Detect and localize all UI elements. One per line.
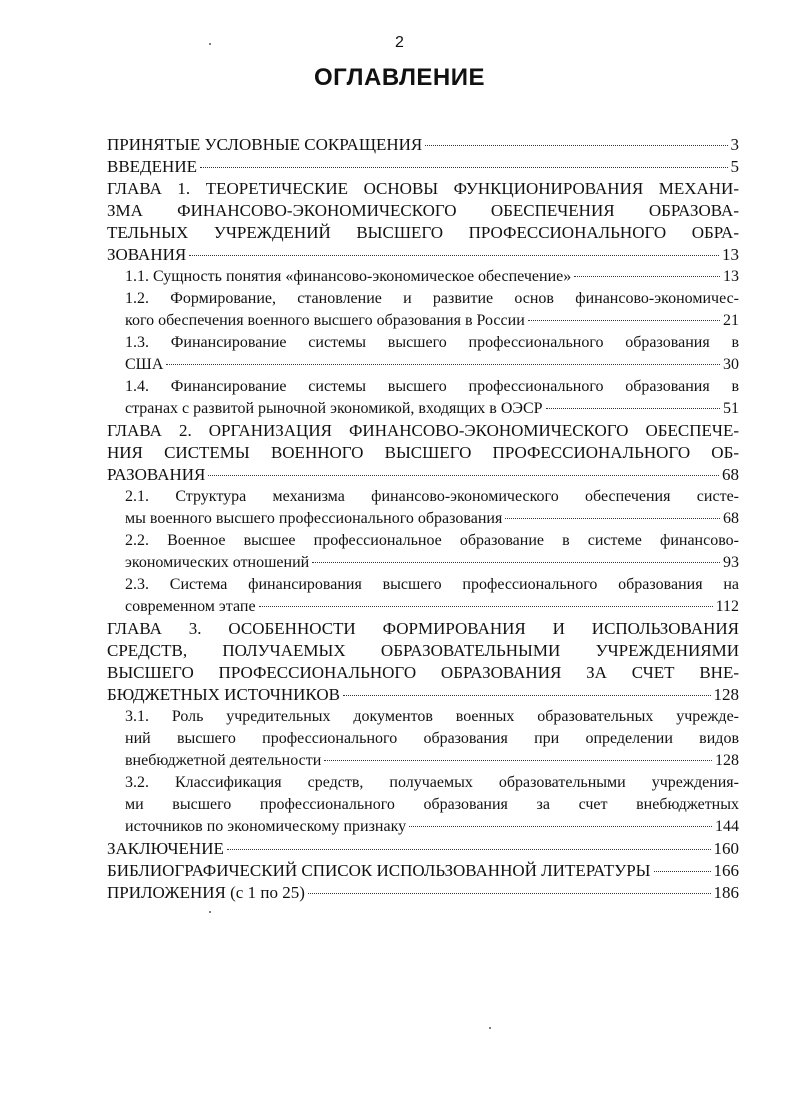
toc-entry-title: современном этапе <box>125 598 256 615</box>
toc-entry-abbreviations[interactable] <box>107 134 739 156</box>
toc-entry-title: ВВЕДЕНИЕ <box>107 157 197 176</box>
toc-entry-text-line: ГЛАВА 3. ОСОБЕННОСТИ ФОРМИРОВАНИЯ И ИСПОЛЬЗОВАНИЯ <box>107 619 739 638</box>
dot-leader <box>425 145 727 146</box>
toc-entry-title: ЗАКЛЮЧЕНИЕ <box>107 839 224 858</box>
toc-entry-text-line: СРЕДСТВ, ПОЛУЧАЕМЫХ ОБРАЗОВАТЕЛЬНЫМИ УЧРЕЖДЕНИЯМИ <box>107 641 739 660</box>
toc-entry-text-line: ЗМА ФИНАНСОВО-ЭКОНОМИЧЕСКОГО ОБЕСПЕЧЕНИЯ ОБРАЗОВА- <box>107 201 739 220</box>
toc-entry-appendices[interactable] <box>107 882 739 904</box>
toc-entry-section-1-3[interactable] <box>107 332 739 376</box>
toc-entry-bibliography[interactable] <box>107 860 739 882</box>
toc-entry-conclusion[interactable] <box>107 838 739 860</box>
toc-page-number: 68 <box>722 465 739 484</box>
toc-entry-text-line: 2.2. Военное высшее профессиональное образование в системе финансово- <box>125 532 739 549</box>
toc-entry-title: 1.1. Сущность понятия «финансово-экономическое обеспечение» <box>125 268 572 285</box>
toc-entry-title: БИБЛИОГРАФИЧЕСКИЙ СПИСОК ИСПОЛЬЗОВАННОЙ ЛИТЕРАТУРЫ <box>107 861 651 880</box>
scan-speck <box>209 911 211 913</box>
toc-entry-text-line: 3.2. Классификация средств, получаемых образовательными учреждения- <box>125 774 739 791</box>
toc-entry-section-1-2[interactable] <box>107 288 739 332</box>
toc-entry-section-3-2[interactable] <box>107 772 739 838</box>
toc-page-number: 5 <box>730 157 739 176</box>
toc-entry-chapter-3[interactable] <box>107 618 739 706</box>
toc-entry-title: США <box>125 356 164 373</box>
toc-entry-chapter-1[interactable] <box>107 178 739 266</box>
dot-leader <box>200 167 728 168</box>
toc-page-number: 21 <box>723 312 739 329</box>
toc-page-number: 30 <box>723 356 739 373</box>
toc-page-number: 3 <box>730 135 739 154</box>
toc-entry-title: странах с развитой рыночной экономикой, входящих в ОЭСР <box>125 400 543 417</box>
dot-leader <box>409 826 712 827</box>
toc-entry-title: источников по экономическому признаку <box>125 818 407 835</box>
scan-speck <box>209 43 211 45</box>
toc-entry-section-3-1[interactable] <box>107 706 739 772</box>
dot-leader <box>189 255 719 256</box>
toc-entry-text-line: ми высшего профессионального образования за счет внебюджетных <box>125 796 739 813</box>
toc-entry-text-line: ГЛАВА 1. ТЕОРЕТИЧЕСКИЕ ОСНОВЫ ФУНКЦИОНИРОВАНИЯ МЕХАНИ- <box>107 179 739 198</box>
toc-page-number: 13 <box>723 268 739 285</box>
toc-entry-text-line: 1.4. Финансирование системы высшего профессионального образования в <box>125 378 739 395</box>
toc-entry-text-line: 1.3. Финансирование системы высшего профессионального образования в <box>125 334 739 351</box>
table-of-contents <box>107 134 739 904</box>
toc-entry-text-line: ний высшего профессионального образования при определении видов <box>125 730 739 747</box>
toc-entry-text-line: 2.3. Система финансирования высшего профессионального образования на <box>125 576 739 593</box>
toc-page-number: 51 <box>723 400 739 417</box>
toc-entry-section-2-2[interactable] <box>107 530 739 574</box>
dot-leader <box>574 276 720 277</box>
toc-page-number: 93 <box>723 554 739 571</box>
dot-leader <box>259 606 713 607</box>
toc-entry-text-line: ГЛАВА 2. ОРГАНИЗАЦИЯ ФИНАНСОВО-ЭКОНОМИЧЕСКОГО ОБЕСПЕЧЕ- <box>107 421 739 440</box>
toc-entry-chapter-2[interactable] <box>107 420 739 486</box>
toc-page-number: 160 <box>713 839 739 858</box>
toc-page-number: 186 <box>713 883 739 902</box>
toc-entry-section-2-3[interactable] <box>107 574 739 618</box>
toc-page-number: 112 <box>715 598 739 615</box>
toc-page-number: 128 <box>715 752 739 769</box>
toc-page-number: 68 <box>723 510 739 527</box>
toc-entry-text-line: 2.1. Структура механизма финансово-экономического обеспечения систе- <box>125 488 739 505</box>
page-number: 2 <box>395 34 404 51</box>
toc-entry-section-2-1[interactable] <box>107 486 739 530</box>
toc-entry-introduction[interactable] <box>107 156 739 178</box>
dot-leader <box>324 760 712 761</box>
dot-leader <box>654 871 711 872</box>
dot-leader <box>166 364 720 365</box>
toc-entry-text-line: НИЯ СИСТЕМЫ ВОЕННОГО ВЫСШЕГО ПРОФЕССИОНАЛЬНОГО ОБ- <box>107 443 739 462</box>
dot-leader <box>528 320 720 321</box>
dot-leader <box>505 518 720 519</box>
dot-leader <box>343 695 711 696</box>
toc-entry-text-line: 1.2. Формирование, становление и развитие основ финансово-экономичес- <box>125 290 739 307</box>
scan-speck <box>489 1027 491 1029</box>
toc-entry-section-1-4[interactable] <box>107 376 739 420</box>
toc-entry-title: мы военного высшего профессионального образования <box>125 510 503 527</box>
toc-entry-text-line: ТЕЛЬНЫХ УЧРЕЖДЕНИЙ ВЫСШЕГО ПРОФЕССИОНАЛЬНОГО ОБРА- <box>107 223 739 242</box>
dot-leader <box>546 408 720 409</box>
toc-page-number: 128 <box>713 685 739 704</box>
toc-entry-title: внебюджетной деятельности <box>125 752 322 769</box>
toc-entry-title: экономических отношений <box>125 554 310 571</box>
toc-entry-title: РАЗОВАНИЯ <box>107 465 206 484</box>
dot-leader <box>312 562 720 563</box>
toc-page-number: 144 <box>715 818 739 835</box>
toc-entry-title: ЗОВАНИЯ <box>107 245 187 264</box>
dot-leader <box>227 849 711 850</box>
toc-entry-title: БЮДЖЕТНЫХ ИСТОЧНИКОВ <box>107 685 340 704</box>
toc-entry-section-1-1[interactable] <box>107 266 739 288</box>
toc-entry-title: кого обеспечения военного высшего образования в России <box>125 312 525 329</box>
dot-leader <box>308 893 711 894</box>
toc-page-number: 13 <box>722 245 739 264</box>
page-title: ОГЛАВЛЕНИЕ <box>313 64 486 91</box>
dot-leader <box>208 475 719 476</box>
toc-entry-title: ПРИЛОЖЕНИЯ (с 1 по 25) <box>107 883 305 902</box>
toc-entry-text-line: 3.1. Роль учредительных документов военных образовательных учрежде- <box>125 708 739 725</box>
toc-page-number: 166 <box>713 861 739 880</box>
toc-entry-title: ПРИНЯТЫЕ УСЛОВНЫЕ СОКРАЩЕНИЯ <box>107 135 423 154</box>
toc-entry-text-line: ВЫСШЕГО ПРОФЕССИОНАЛЬНОГО ОБРАЗОВАНИЯ ЗА СЧЕТ ВНЕ- <box>107 663 739 682</box>
